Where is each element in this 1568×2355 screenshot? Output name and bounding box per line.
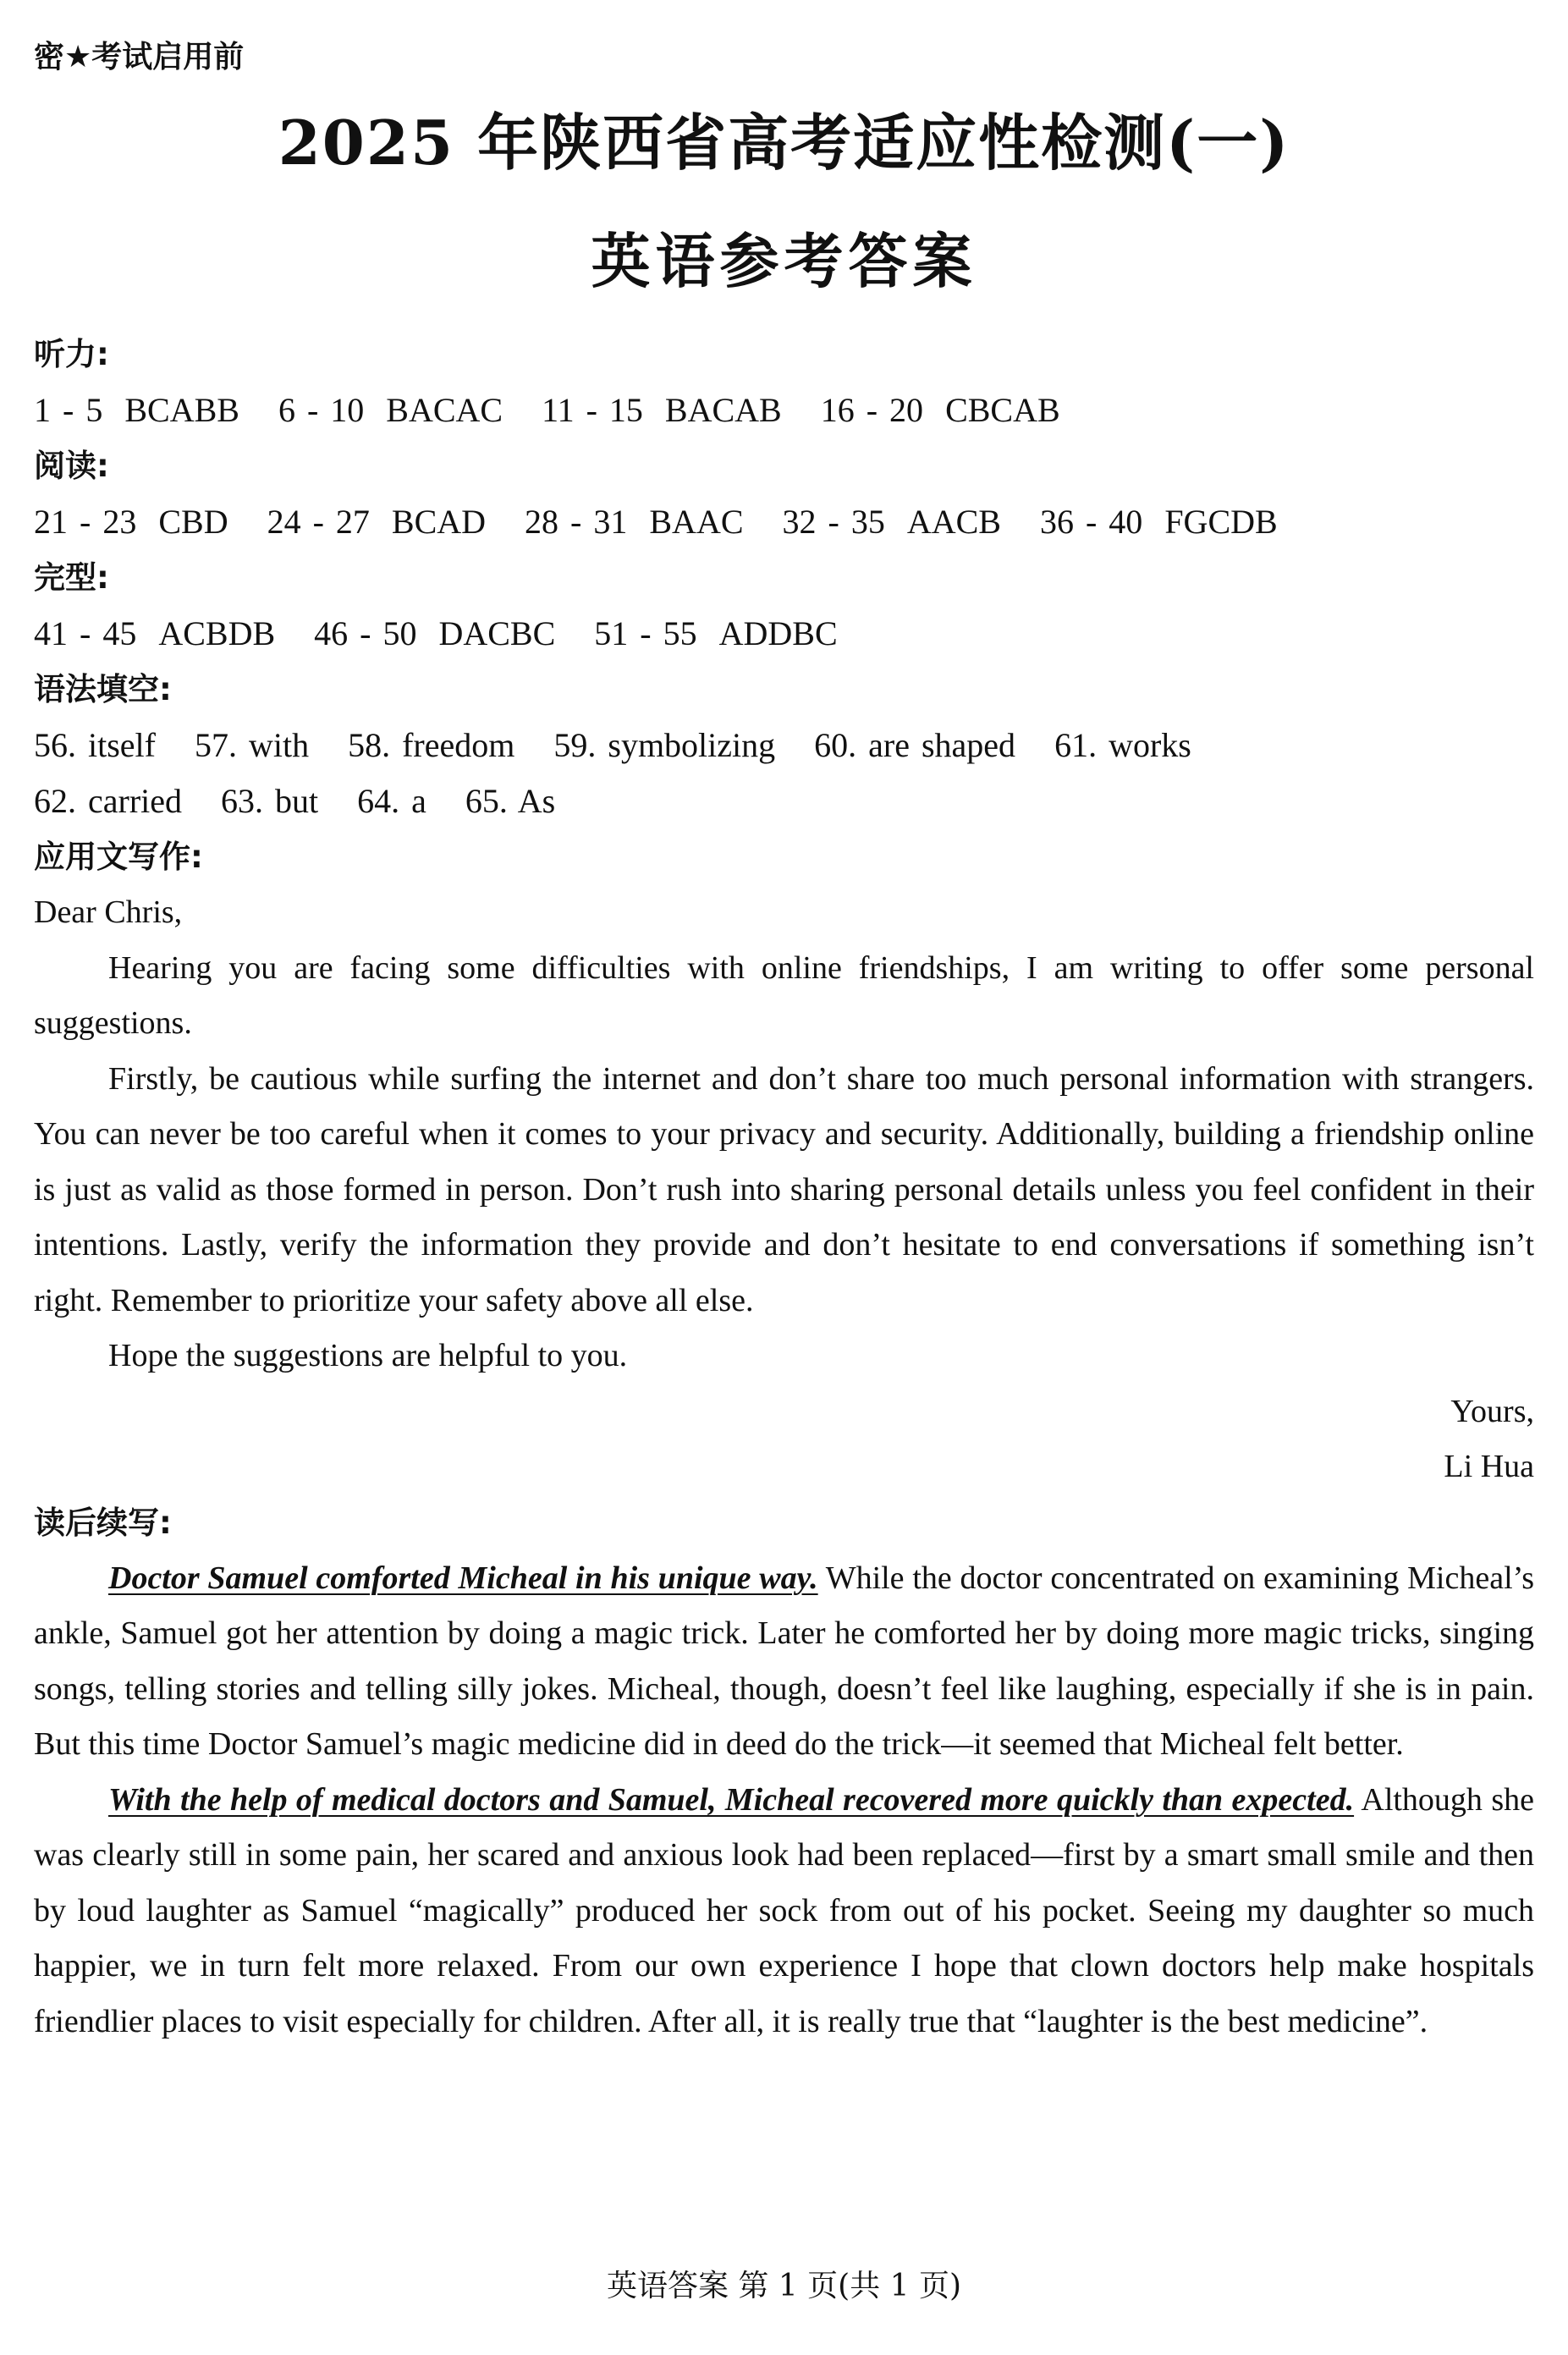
letter-paragraph-3: Hope the suggestions are helpful to you. — [108, 1338, 628, 1373]
letter-closing: Yours, — [1450, 1393, 1534, 1429]
page-footer: 英语答案 第 1 页(共 1 页) — [606, 2269, 962, 2303]
reading-answers — [34, 494, 1534, 550]
answer-range: 1 - 5 — [34, 391, 103, 429]
answer-range: 11 - 15 — [542, 391, 643, 429]
letter-paragraph-2: Firstly, be cautious while surfing the internet and don’t share too much personal information with strangers. You can never be too careful when it comes to your privacy and security. Additionally, building a friendship online is just as valid as those formed in person. Don’t rush into sharing personal details unless you feel confident in their intentions. Lastly, verify the information they provide and don’t hesitate to end conversations if something isn’t right. Remember to prioritize your safety above all else. — [34, 1060, 1534, 1318]
answer-letters: CBCAB — [945, 391, 1060, 429]
grammar-answer: 61. works — [1054, 726, 1191, 764]
grammar-answer: 60. are shaped — [814, 726, 1016, 764]
listening-heading: 听力: — [34, 336, 109, 372]
answer-range: 46 - 50 — [314, 614, 417, 652]
grammar-answer: 65. As — [465, 782, 556, 820]
confidential-label: 密★考试启用前 — [34, 40, 245, 74]
answer-letters: ADDBC — [718, 614, 838, 652]
writing-heading: 应用文写作: — [34, 839, 203, 875]
answer-letters: BAAC — [649, 503, 744, 541]
paragraph-body: While the doctor concentrated on examining Micheal’s ankle, Samuel got her attention by doing a magic trick. Later he comforted her by doing more magic tricks, singing songs, telling stories and telling silly jokes. Micheal, though, doesn’t feel like laughing, especially if she is in pain. But this time Doctor Samuel’s magic medicine did in deed do the trick—it seemed that Micheal felt better. — [34, 1560, 1534, 1762]
answer-letters: BCAD — [391, 503, 487, 541]
answer-range: 36 - 40 — [1039, 503, 1143, 541]
answer-letters: BACAC — [386, 391, 503, 429]
continuation-paragraph-2 — [34, 1773, 1534, 2050]
letter-signature: Li Hua — [1444, 1449, 1534, 1484]
answer-letters: ACBDB — [158, 614, 276, 652]
grammar-heading: 语法填空: — [34, 671, 172, 707]
answer-letters: BACAB — [664, 391, 782, 429]
answer-range: 28 - 31 — [525, 503, 628, 541]
document-subtitle: 英语参考答案 — [591, 227, 977, 296]
grammar-answer: 58. freedom — [348, 726, 515, 764]
paragraph-lead-sentence: With the help of medical doctors and Samuel, Micheal recovered more quickly than expected. — [108, 1781, 1355, 1818]
answer-letters: BCABB — [124, 391, 239, 429]
answer-letters: AACB — [906, 503, 1001, 541]
document-title: 2025 年陕西省高考适应性检测(一) — [278, 107, 1290, 179]
grammar-answer: 62. carried — [34, 782, 183, 820]
grammar-answers-line-1 — [34, 718, 1534, 773]
cloze-answers — [34, 606, 1534, 662]
answer-range: 51 - 55 — [594, 614, 697, 652]
continuation-heading: 读后续写: — [34, 1504, 172, 1541]
answer-letters: CBD — [158, 503, 228, 541]
continuation-paragraph-1 — [34, 1551, 1534, 1773]
grammar-answer: 57. with — [194, 726, 310, 764]
listening-answers — [34, 382, 1534, 438]
answer-range: 32 - 35 — [782, 503, 885, 541]
answer-range: 41 - 45 — [34, 614, 137, 652]
letter-greeting: Dear Chris, — [34, 894, 183, 930]
grammar-answer: 63. but — [221, 782, 319, 820]
grammar-answers-line-2 — [34, 773, 1534, 829]
answer-letters: FGCDB — [1164, 503, 1278, 541]
letter-paragraph-1: Hearing you are facing some difficulties with online friendships, I am writing to offer some personal suggestions. — [34, 949, 1534, 1041]
grammar-answer: 59. symbolizing — [553, 726, 776, 764]
answer-range: 16 - 20 — [820, 391, 924, 429]
paragraph-lead-sentence: Doctor Samuel comforted Micheal in his unique way. — [108, 1560, 818, 1596]
answer-letters: DACBC — [438, 614, 556, 652]
reading-heading: 阅读: — [34, 448, 109, 484]
answer-range: 6 - 10 — [278, 391, 365, 429]
answer-range: 21 - 23 — [34, 503, 137, 541]
answer-range: 24 - 27 — [267, 503, 370, 541]
paragraph-body: Although she was clearly still in some pain, her scared and anxious look had been replaced—first by a smart small smile and then by loud laughter as Samuel “magically” produced her sock from out of his pocket. Seeing my daughter so much happier, we in turn felt more relaxed. From our own experience I hope that clown doctors help make hospitals friendlier places to visit especially for children. After all, it is really true that “laughter is the best medicine”. — [34, 1781, 1534, 2039]
grammar-answer: 64. a — [357, 782, 426, 820]
cloze-heading: 完型: — [34, 559, 109, 596]
grammar-answer: 56. itself — [34, 726, 156, 764]
